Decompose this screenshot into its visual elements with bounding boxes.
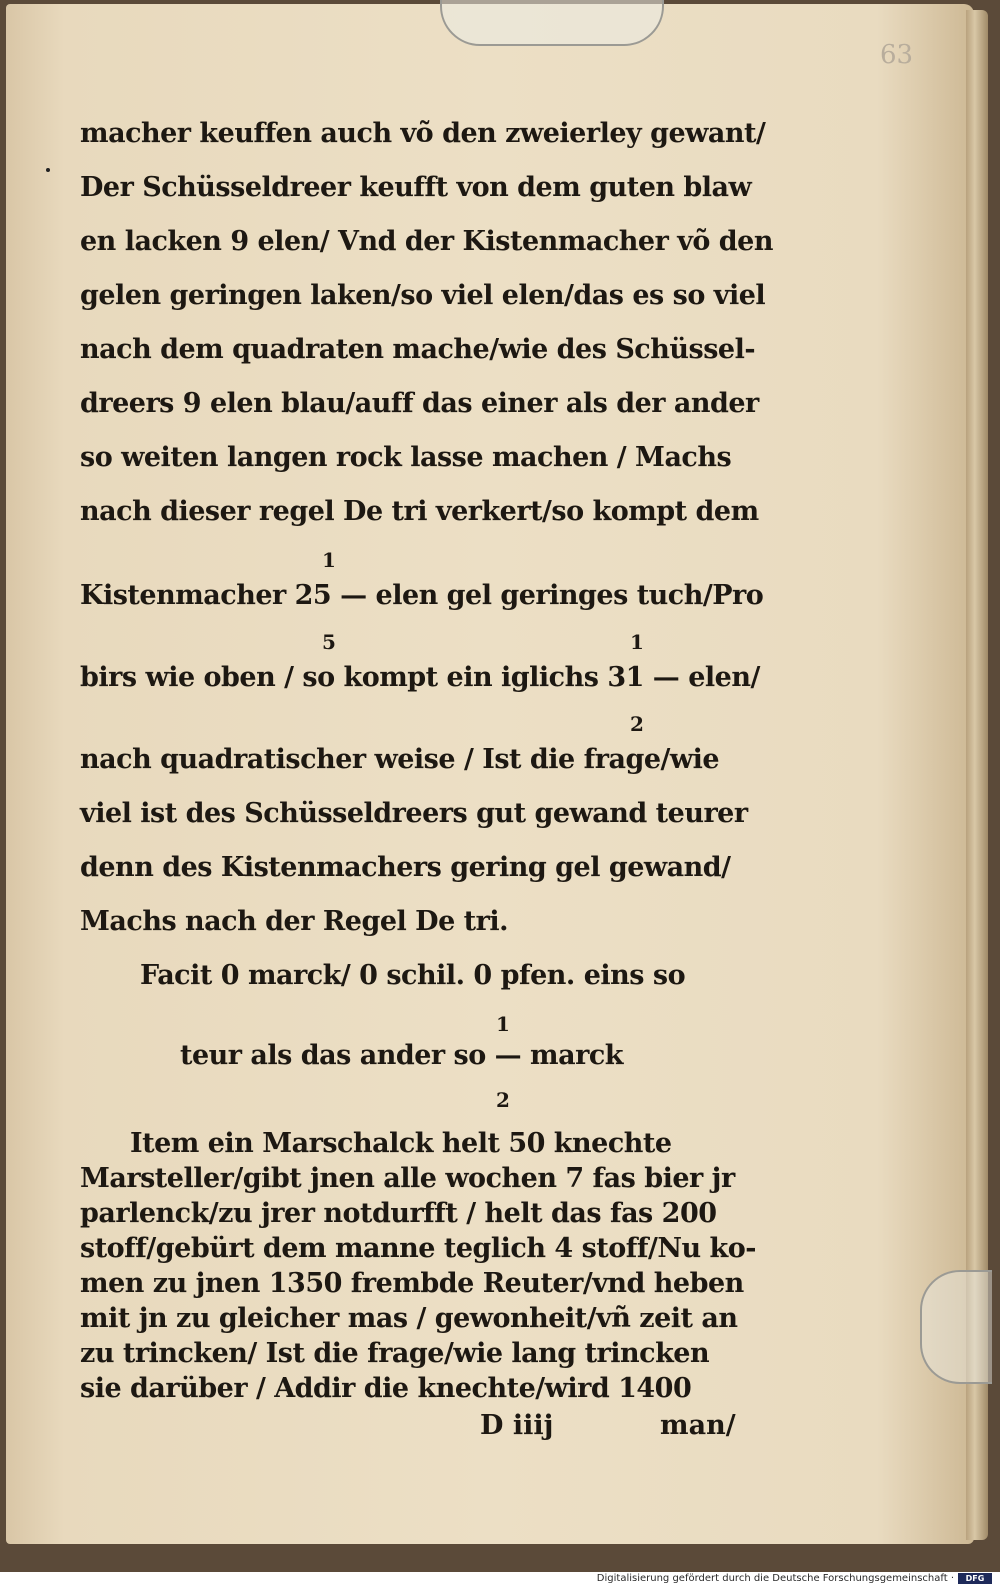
text-line: men zu jnen 1350 frembde Reuter/vnd heben — [80, 1268, 744, 1299]
text-line: teur als das ander so — marck — [180, 1040, 623, 1071]
fraction-numerator: 1 — [496, 1012, 510, 1036]
text-line: Kistenmacher 25 — elen gel geringes tuch/Pro — [80, 580, 764, 611]
text-line: Facit 0 marck/ 0 schil. 0 pfen. eins so — [140, 960, 686, 991]
footer-credit: Digitalisierung gefördert durch die Deutsche Forschungsgemeinschaft · — [596, 1573, 954, 1584]
text-line: macher keuffen auch võ den zweierley gewant/ — [80, 118, 766, 149]
text-line: Der Schüsseldreer keufft von dem guten blaw — [80, 172, 752, 203]
text-line: nach quadratischer weise / Ist die frage/wie — [80, 744, 720, 775]
text-line: Marsteller/gibt jnen alle wochen 7 fas bier jr — [80, 1163, 735, 1194]
fraction-denominator: 5 — [322, 630, 336, 654]
fraction-denominator: 2 — [630, 712, 644, 736]
margin-mark — [46, 168, 50, 172]
page-clip-top — [440, 0, 664, 46]
signature-mark: D iiij — [480, 1410, 554, 1441]
text-line: nach dem quadraten mache/wie des Schüssel- — [80, 334, 756, 365]
fraction-numerator: 1 — [322, 548, 336, 572]
text-line: Machs nach der Regel De tri. — [80, 906, 509, 937]
text-line: sie darüber / Addir die knechte/wird 1400 — [80, 1373, 692, 1404]
text-line: so weiten langen rock lasse machen / Machs — [80, 442, 732, 473]
dfg-logo: DFG — [958, 1573, 992, 1584]
text-line: en lacken 9 elen/ Vnd der Kistenmacher võ den — [80, 226, 773, 257]
text-line: zu trincken/ Ist die frage/wie lang trincken — [80, 1338, 710, 1369]
text-line: viel ist des Schüsseldreers gut gewand teurer — [80, 798, 748, 829]
fraction-denominator: 2 — [496, 1088, 510, 1112]
text-line: stoff/gebürt dem manne teglich 4 stoff/Nu ko- — [80, 1233, 756, 1264]
text-line: nach dieser regel De tri verkert/so kompt dem — [80, 496, 759, 527]
catchword: man/ — [660, 1410, 736, 1441]
text-line: gelen geringen laken/so viel elen/das es so viel — [80, 280, 766, 311]
text-line: parlenck/zu jrer notdurfft / helt das fas 200 — [80, 1198, 717, 1229]
page-clip-side — [920, 1270, 992, 1384]
text-line: birs wie oben / so kompt ein iglichs 31 — elen/ — [80, 662, 760, 693]
fraction-numerator: 1 — [630, 630, 644, 654]
text-line: mit jn zu gleicher mas / gewonheit/vñ zeit an — [80, 1303, 738, 1334]
folio-number: 63 — [880, 40, 914, 70]
text-line: dreers 9 elen blau/auff das einer als der ander — [80, 388, 759, 419]
text-line: Item ein Marschalck helt 50 knechte — [130, 1128, 672, 1159]
text-line: denn des Kistenmachers gering gel gewand/ — [80, 852, 731, 883]
